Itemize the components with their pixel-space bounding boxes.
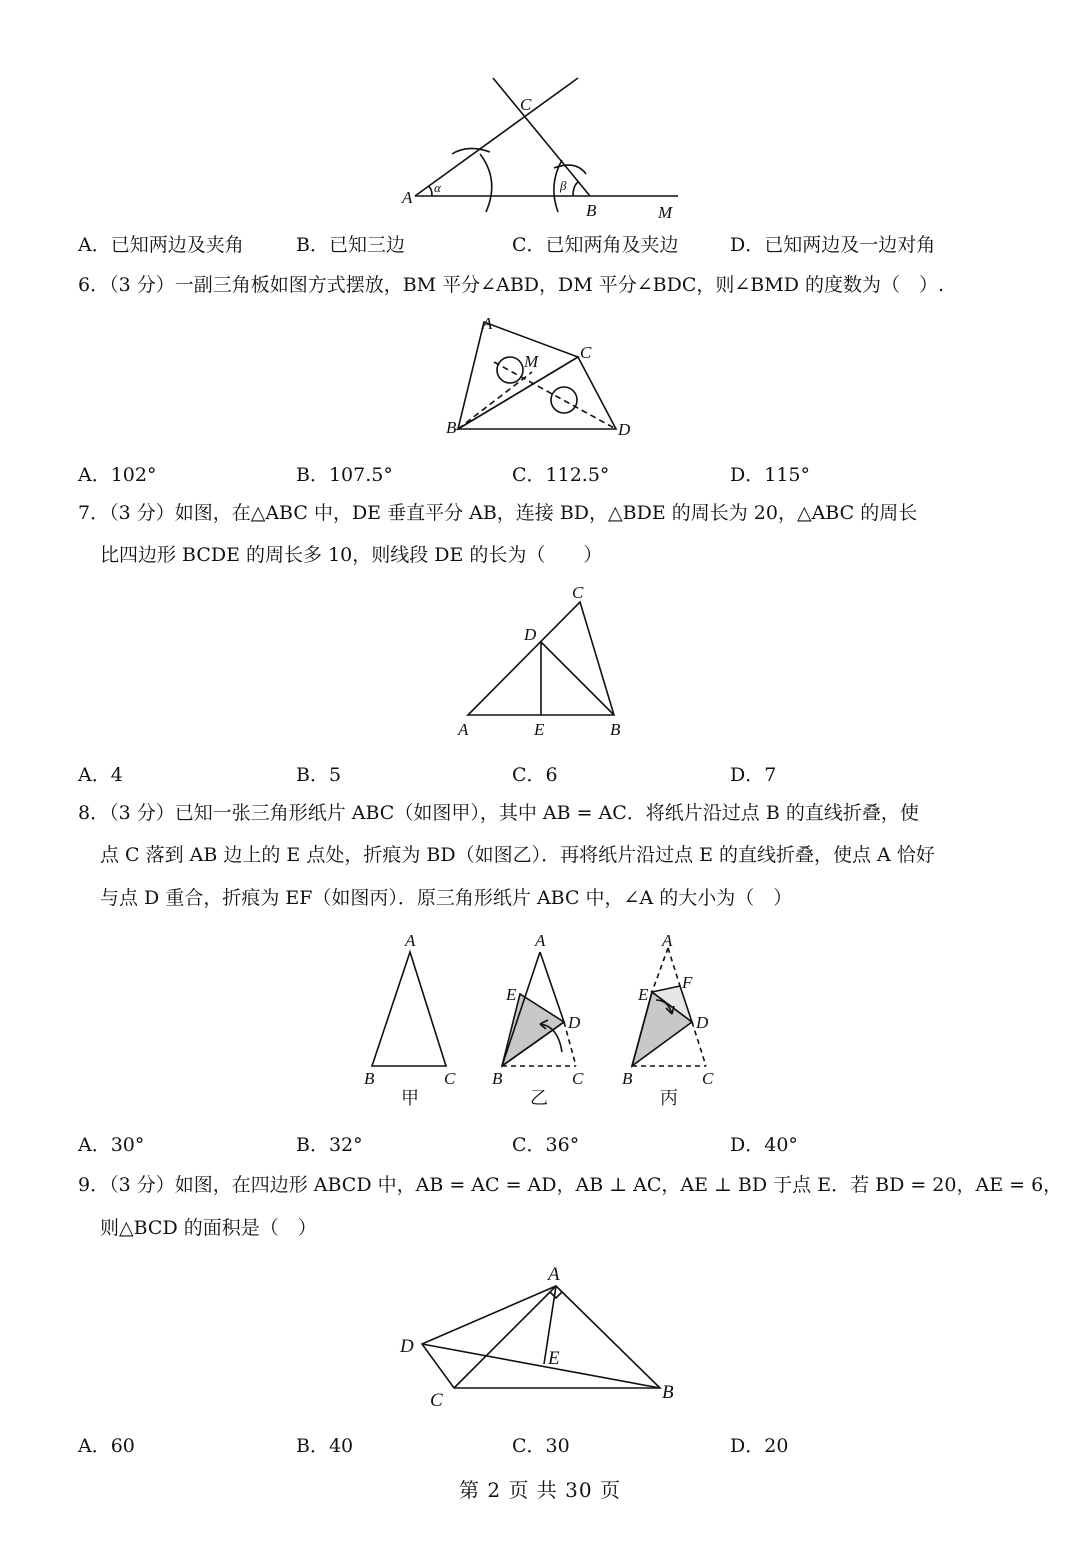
right-angle-mark	[550, 1292, 562, 1298]
figure-jia	[364, 931, 456, 1108]
label-d: D	[618, 420, 631, 439]
q9-option-b[interactable]: B．40	[296, 1435, 354, 1457]
q6-option-a[interactable]: A．102°	[78, 464, 157, 486]
label-a: A	[402, 188, 413, 207]
bing-label-a: A	[662, 931, 673, 950]
q7-option-c[interactable]: C．6	[512, 764, 558, 786]
bing-label-b: B	[622, 1069, 633, 1088]
line-ac	[415, 78, 578, 196]
label-m: M	[658, 203, 673, 222]
angle-mark-a	[428, 186, 432, 196]
label-d: D	[524, 625, 537, 644]
q9-option-c[interactable]: C．30	[512, 1435, 570, 1457]
q6-option-d[interactable]: D．115°	[730, 464, 810, 486]
arc-a-big	[480, 154, 492, 212]
arc-a	[452, 148, 490, 154]
caption-bing: 丙	[660, 1088, 678, 1108]
q7-option-a[interactable]: A．4	[78, 764, 123, 786]
q8-figure	[356, 926, 736, 1116]
q8-option-c[interactable]: C．36°	[512, 1134, 580, 1156]
figure-yi	[492, 931, 584, 1108]
label-b: B	[586, 201, 597, 220]
q7-stem-line1: 7．（3 分）如图，在△ABC 中，DE 垂直平分 AB，连接 BD，△BDE 的周长为 20，△ABC 的周长	[78, 502, 918, 524]
label-beta: β	[560, 178, 567, 193]
q5-option-a[interactable]: A．已知两边及夹角	[78, 234, 244, 256]
q8-stem-line2: 点 C 落到 AB 边上的 E 点处，折痕为 BD（如图乙）．再将纸片沿过点 E 的直线折叠，使点 A 恰好	[100, 844, 935, 866]
hole-2	[551, 387, 577, 413]
q8-stem-line1: 8．（3 分）已知一张三角形纸片 ABC（如图甲），其中 AB = AC．将纸片沿过点 B 的直线折叠，使	[78, 802, 919, 824]
label-d: D	[400, 1336, 414, 1357]
label-b: B	[662, 1382, 674, 1403]
bing-label-d: D	[696, 1013, 709, 1032]
label-a: A	[482, 314, 493, 333]
q8-stem-line3: 与点 D 重合，折痕为 EF（如图丙）．原三角形纸片 ABC 中，∠A 的大小为（ ）	[100, 887, 793, 909]
line-bc	[493, 78, 590, 196]
q6-option-b[interactable]: B．107.5°	[296, 464, 393, 486]
q6-option-c[interactable]: C．112.5°	[512, 464, 610, 486]
q6-options	[78, 460, 998, 494]
label-e: E	[534, 720, 545, 739]
q5-option-c[interactable]: C．已知两角及夹边	[512, 234, 679, 256]
yi-label-d: D	[568, 1013, 581, 1032]
label-b: B	[446, 418, 457, 437]
yi-label-a: A	[535, 931, 546, 950]
label-c: C	[520, 95, 532, 114]
q7-stem-line2: 比四边形 BCDE 的周长多 10，则线段 DE 的长为（ ）	[100, 544, 603, 566]
yi-label-b: B	[492, 1069, 503, 1088]
label-a: A	[548, 1264, 560, 1285]
yi-label-c: C	[572, 1069, 584, 1088]
bing-label-c: C	[702, 1069, 714, 1088]
jia-label-a: A	[405, 931, 416, 950]
angle-mark-b	[573, 182, 578, 196]
q6-figure	[440, 312, 640, 442]
label-c: C	[430, 1390, 443, 1411]
q8-option-d[interactable]: D．40°	[730, 1134, 798, 1156]
q8-option-b[interactable]: B．32°	[296, 1134, 363, 1156]
dashed-ae-bing	[652, 948, 668, 992]
jia-label-b: B	[364, 1069, 375, 1088]
q7-option-b[interactable]: B．5	[296, 764, 342, 786]
q9-options	[78, 1431, 998, 1465]
q8-options	[78, 1130, 998, 1164]
label-b: B	[610, 720, 621, 739]
bing-label-e: E	[638, 985, 649, 1004]
caption-yi: 乙	[530, 1088, 548, 1108]
q9-figure	[396, 1260, 696, 1410]
segment-ac	[454, 1286, 556, 1388]
label-c: C	[572, 583, 584, 602]
label-a: A	[458, 720, 469, 739]
q9-option-a[interactable]: A．60	[78, 1435, 135, 1457]
q8-option-a[interactable]: A．30°	[78, 1134, 145, 1156]
segment-db	[422, 1344, 660, 1388]
page-footer: 第 2 页 共 30 页	[459, 1478, 621, 1502]
q5-option-d[interactable]: D．已知两边及一边对角	[730, 234, 936, 256]
label-e: E	[548, 1348, 560, 1369]
hole-1	[497, 357, 523, 383]
triangle-abc-jia	[372, 952, 446, 1066]
bing-label-f: F	[682, 973, 693, 992]
yi-label-e: E	[506, 985, 517, 1004]
q5-figure	[390, 70, 690, 230]
dashed-ad-bing	[668, 948, 680, 986]
caption-jia: 甲	[401, 1088, 419, 1108]
q6-stem: 6．（3 分）一副三角板如图方式摆放，BM 平分∠ABD，DM 平分∠BDC，则∠BMD 的度数为（ ）.	[78, 274, 945, 296]
q7-figure	[450, 580, 640, 740]
q7-option-d[interactable]: D．7	[730, 764, 777, 786]
q7-options	[78, 760, 998, 794]
q9-option-d[interactable]: D．20	[730, 1435, 789, 1457]
jia-label-c: C	[444, 1069, 456, 1088]
label-m: M	[524, 352, 539, 371]
label-alpha: α	[434, 180, 441, 195]
figure-bing	[622, 931, 714, 1108]
shaded-fold-yi	[502, 994, 564, 1066]
q9-stem-line2: 则△BCD 的面积是（ ）	[100, 1217, 317, 1239]
label-c: C	[580, 343, 592, 362]
q5-options	[78, 230, 998, 264]
q9-stem-line1: 9．（3 分）如图，在四边形 ABCD 中，AB = AC = AD，AB ⊥ AC，AE ⊥ BD 于点 E．若 BD = 20，AE = 6，	[78, 1174, 1063, 1196]
q5-option-b[interactable]: B．已知三边	[296, 234, 405, 256]
